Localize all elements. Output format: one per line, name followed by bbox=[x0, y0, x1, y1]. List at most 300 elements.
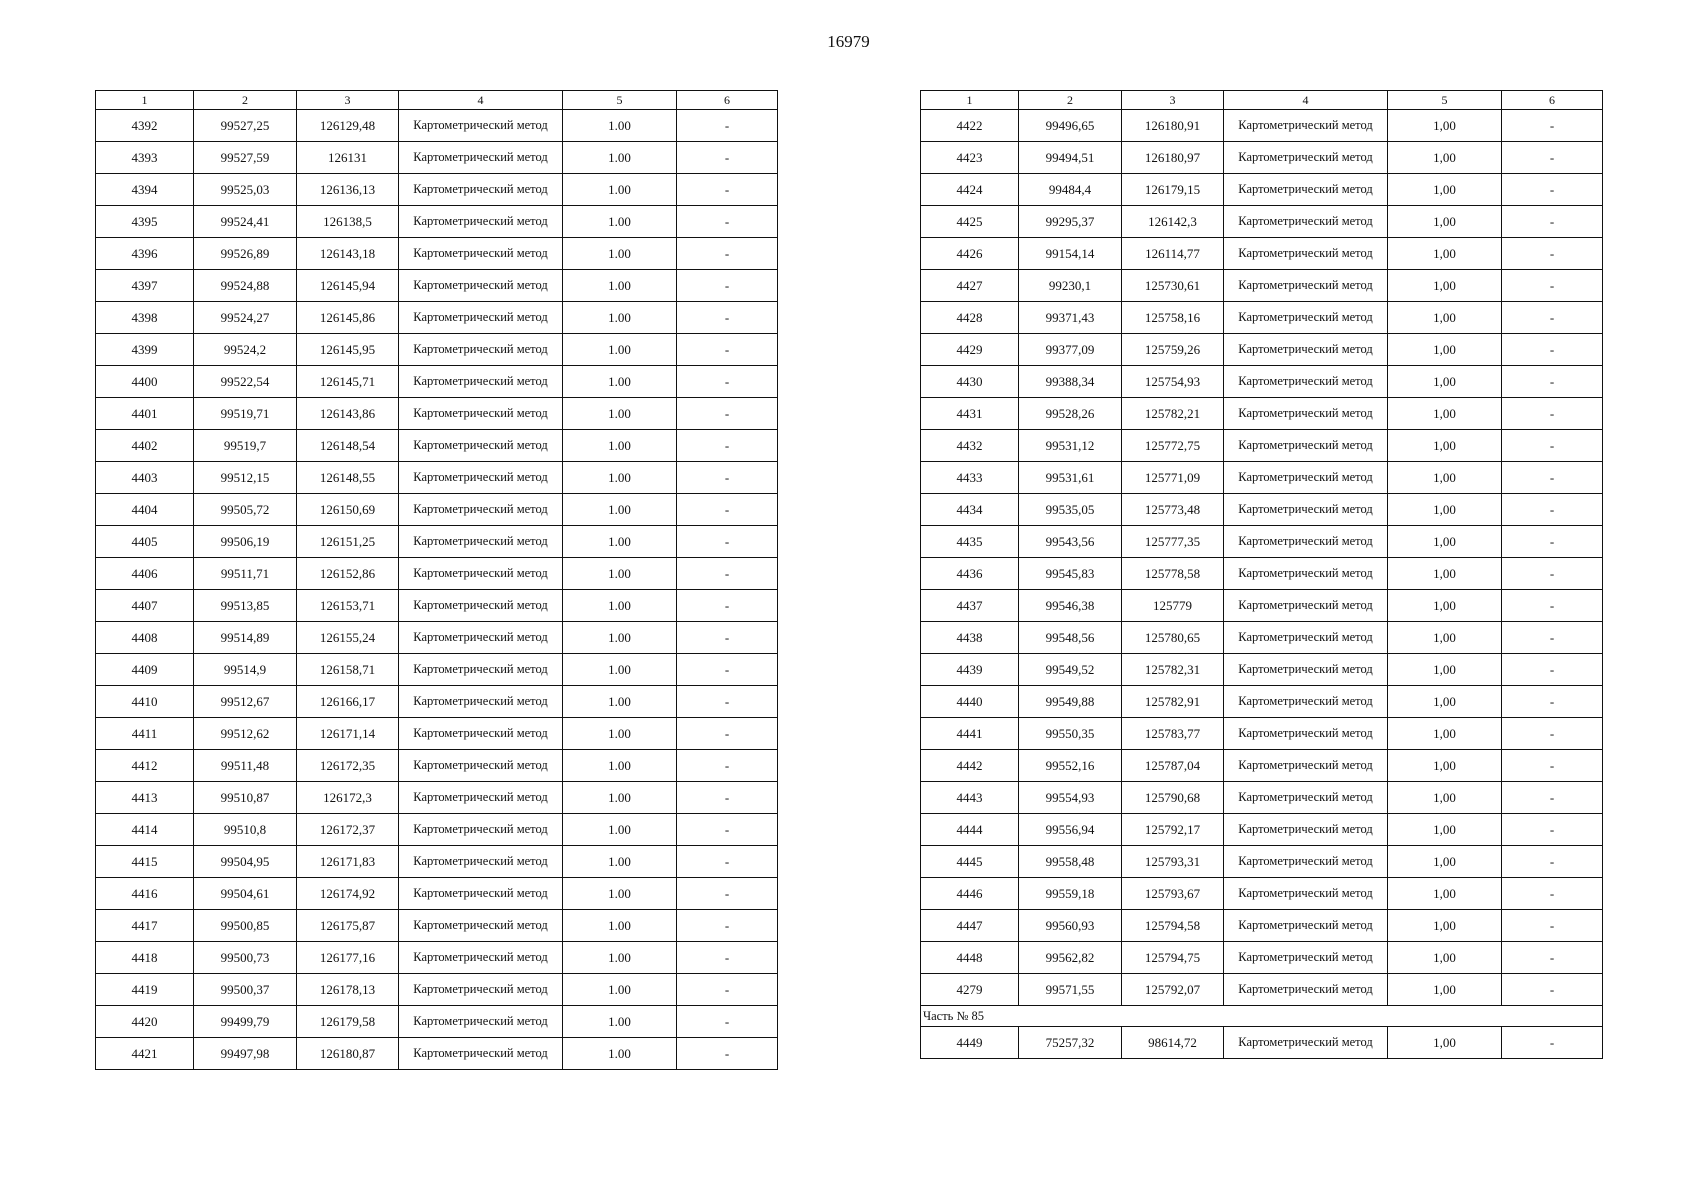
column-header: 3 bbox=[297, 91, 399, 110]
y-coordinate-cell: 126178,13 bbox=[297, 974, 399, 1006]
method-cell: Картометрический метод bbox=[1224, 910, 1388, 942]
accuracy-cell: 1.00 bbox=[563, 174, 677, 206]
table-row bbox=[96, 110, 778, 142]
note-cell: - bbox=[1502, 142, 1603, 174]
method-cell: Картометрический метод bbox=[1224, 750, 1388, 782]
method-cell: Картометрический метод bbox=[399, 686, 563, 718]
x-coordinate-cell: 99154,14 bbox=[1019, 238, 1122, 270]
method-cell: Картометрический метод bbox=[1224, 878, 1388, 910]
note-cell: - bbox=[677, 110, 778, 142]
method-cell: Картометрический метод bbox=[399, 814, 563, 846]
y-coordinate-cell: 98614,72 bbox=[1122, 1027, 1224, 1059]
method-cell: Картометрический метод bbox=[1224, 590, 1388, 622]
accuracy-cell: 1,00 bbox=[1388, 142, 1502, 174]
method-cell: Картометрический метод bbox=[399, 238, 563, 270]
x-coordinate-cell: 99519,71 bbox=[194, 398, 297, 430]
x-coordinate-cell: 99500,73 bbox=[194, 942, 297, 974]
x-coordinate-cell: 99527,59 bbox=[194, 142, 297, 174]
table-row bbox=[96, 718, 778, 750]
accuracy-cell: 1,00 bbox=[1388, 206, 1502, 238]
point-number-cell: 4428 bbox=[921, 302, 1019, 334]
column-header: 2 bbox=[194, 91, 297, 110]
table-row bbox=[921, 270, 1603, 302]
accuracy-cell: 1.00 bbox=[563, 782, 677, 814]
accuracy-cell: 1,00 bbox=[1388, 942, 1502, 974]
note-cell: - bbox=[1502, 398, 1603, 430]
point-number-cell: 4408 bbox=[96, 622, 194, 654]
point-number-cell: 4429 bbox=[921, 334, 1019, 366]
accuracy-cell: 1,00 bbox=[1388, 366, 1502, 398]
table-row bbox=[96, 526, 778, 558]
point-number-cell: 4447 bbox=[921, 910, 1019, 942]
method-cell: Картометрический метод bbox=[399, 174, 563, 206]
y-coordinate-cell: 126145,95 bbox=[297, 334, 399, 366]
method-cell: Картометрический метод bbox=[1224, 110, 1388, 142]
y-coordinate-cell: 125754,93 bbox=[1122, 366, 1224, 398]
right-table-body bbox=[921, 110, 1603, 1006]
table-header-row bbox=[921, 91, 1603, 110]
x-coordinate-cell: 99546,38 bbox=[1019, 590, 1122, 622]
method-cell: Картометрический метод bbox=[399, 590, 563, 622]
accuracy-cell: 1.00 bbox=[563, 1006, 677, 1038]
x-coordinate-cell: 99559,18 bbox=[1019, 878, 1122, 910]
note-cell: - bbox=[677, 526, 778, 558]
x-coordinate-cell: 99531,61 bbox=[1019, 462, 1122, 494]
y-coordinate-cell: 125782,91 bbox=[1122, 686, 1224, 718]
accuracy-cell: 1,00 bbox=[1388, 910, 1502, 942]
y-coordinate-cell: 126158,71 bbox=[297, 654, 399, 686]
table-row bbox=[921, 142, 1603, 174]
point-number-cell: 4417 bbox=[96, 910, 194, 942]
table-row bbox=[96, 558, 778, 590]
x-coordinate-cell: 99519,7 bbox=[194, 430, 297, 462]
table-row bbox=[921, 686, 1603, 718]
method-cell: Картометрический метод bbox=[399, 910, 563, 942]
x-coordinate-cell: 99500,85 bbox=[194, 910, 297, 942]
x-coordinate-cell: 99526,89 bbox=[194, 238, 297, 270]
table-row bbox=[921, 942, 1603, 974]
table-row bbox=[96, 910, 778, 942]
x-coordinate-cell: 99496,65 bbox=[1019, 110, 1122, 142]
accuracy-cell: 1,00 bbox=[1388, 654, 1502, 686]
y-coordinate-cell: 125771,09 bbox=[1122, 462, 1224, 494]
x-coordinate-cell: 99556,94 bbox=[1019, 814, 1122, 846]
x-coordinate-cell: 99494,51 bbox=[1019, 142, 1122, 174]
coordinates-table-right bbox=[920, 90, 1603, 1059]
note-cell: - bbox=[677, 462, 778, 494]
accuracy-cell: 1,00 bbox=[1388, 718, 1502, 750]
column-header: 4 bbox=[1224, 91, 1388, 110]
x-coordinate-cell: 75257,32 bbox=[1019, 1027, 1122, 1059]
point-number-cell: 4422 bbox=[921, 110, 1019, 142]
table-row bbox=[921, 494, 1603, 526]
method-cell: Картометрический метод bbox=[399, 750, 563, 782]
point-number-cell: 4449 bbox=[921, 1027, 1019, 1059]
accuracy-cell: 1,00 bbox=[1388, 558, 1502, 590]
x-coordinate-cell: 99549,52 bbox=[1019, 654, 1122, 686]
table-row bbox=[921, 782, 1603, 814]
x-coordinate-cell: 99230,1 bbox=[1019, 270, 1122, 302]
note-cell: - bbox=[677, 206, 778, 238]
accuracy-cell: 1.00 bbox=[563, 110, 677, 142]
y-coordinate-cell: 126180,87 bbox=[297, 1038, 399, 1070]
y-coordinate-cell: 125783,77 bbox=[1122, 718, 1224, 750]
accuracy-cell: 1.00 bbox=[563, 366, 677, 398]
point-number-cell: 4421 bbox=[96, 1038, 194, 1070]
y-coordinate-cell: 126172,35 bbox=[297, 750, 399, 782]
note-cell: - bbox=[1502, 238, 1603, 270]
accuracy-cell: 1,00 bbox=[1388, 622, 1502, 654]
note-cell: - bbox=[1502, 622, 1603, 654]
note-cell: - bbox=[677, 1038, 778, 1070]
accuracy-cell: 1.00 bbox=[563, 462, 677, 494]
accuracy-cell: 1,00 bbox=[1388, 238, 1502, 270]
y-coordinate-cell: 126171,14 bbox=[297, 718, 399, 750]
point-number-cell: 4437 bbox=[921, 590, 1019, 622]
x-coordinate-cell: 99524,27 bbox=[194, 302, 297, 334]
accuracy-cell: 1,00 bbox=[1388, 782, 1502, 814]
point-number-cell: 4438 bbox=[921, 622, 1019, 654]
accuracy-cell: 1.00 bbox=[563, 974, 677, 1006]
x-coordinate-cell: 99484,4 bbox=[1019, 174, 1122, 206]
method-cell: Картометрический метод bbox=[399, 782, 563, 814]
x-coordinate-cell: 99499,79 bbox=[194, 1006, 297, 1038]
accuracy-cell: 1.00 bbox=[563, 942, 677, 974]
y-coordinate-cell: 126138,5 bbox=[297, 206, 399, 238]
y-coordinate-cell: 126153,71 bbox=[297, 590, 399, 622]
table-row bbox=[921, 558, 1603, 590]
note-cell: - bbox=[1502, 718, 1603, 750]
point-number-cell: 4411 bbox=[96, 718, 194, 750]
x-coordinate-cell: 99535,05 bbox=[1019, 494, 1122, 526]
note-cell: - bbox=[677, 238, 778, 270]
point-number-cell: 4416 bbox=[96, 878, 194, 910]
note-cell: - bbox=[1502, 270, 1603, 302]
column-header: 6 bbox=[677, 91, 778, 110]
method-cell: Картометрический метод bbox=[399, 462, 563, 494]
y-coordinate-cell: 125792,17 bbox=[1122, 814, 1224, 846]
method-cell: Картометрический метод bbox=[1224, 814, 1388, 846]
point-number-cell: 4419 bbox=[96, 974, 194, 1006]
table-row bbox=[921, 622, 1603, 654]
table-row bbox=[96, 878, 778, 910]
point-number-cell: 4396 bbox=[96, 238, 194, 270]
accuracy-cell: 1.00 bbox=[563, 910, 677, 942]
x-coordinate-cell: 99531,12 bbox=[1019, 430, 1122, 462]
accuracy-cell: 1.00 bbox=[563, 622, 677, 654]
y-coordinate-cell: 126175,87 bbox=[297, 910, 399, 942]
point-number-cell: 4424 bbox=[921, 174, 1019, 206]
table-row bbox=[96, 846, 778, 878]
table-row bbox=[96, 782, 778, 814]
note-cell: - bbox=[677, 142, 778, 174]
method-cell: Картометрический метод bbox=[1224, 846, 1388, 878]
x-coordinate-cell: 99524,88 bbox=[194, 270, 297, 302]
point-number-cell: 4410 bbox=[96, 686, 194, 718]
y-coordinate-cell: 126152,86 bbox=[297, 558, 399, 590]
x-coordinate-cell: 99524,41 bbox=[194, 206, 297, 238]
note-cell: - bbox=[677, 174, 778, 206]
method-cell: Картометрический метод bbox=[399, 206, 563, 238]
method-cell: Картометрический метод bbox=[399, 1038, 563, 1070]
point-number-cell: 4415 bbox=[96, 846, 194, 878]
table-row bbox=[921, 238, 1603, 270]
point-number-cell: 4414 bbox=[96, 814, 194, 846]
y-coordinate-cell: 126172,3 bbox=[297, 782, 399, 814]
method-cell: Картометрический метод bbox=[1224, 718, 1388, 750]
table-row bbox=[96, 590, 778, 622]
point-number-cell: 4392 bbox=[96, 110, 194, 142]
method-cell: Картометрический метод bbox=[399, 270, 563, 302]
x-coordinate-cell: 99554,93 bbox=[1019, 782, 1122, 814]
point-number-cell: 4407 bbox=[96, 590, 194, 622]
note-cell: - bbox=[1502, 430, 1603, 462]
point-number-cell: 4395 bbox=[96, 206, 194, 238]
point-number-cell: 4413 bbox=[96, 782, 194, 814]
y-coordinate-cell: 125730,61 bbox=[1122, 270, 1224, 302]
x-coordinate-cell: 99525,03 bbox=[194, 174, 297, 206]
point-number-cell: 4418 bbox=[96, 942, 194, 974]
y-coordinate-cell: 126155,24 bbox=[297, 622, 399, 654]
accuracy-cell: 1,00 bbox=[1388, 1027, 1502, 1059]
note-cell: - bbox=[1502, 366, 1603, 398]
accuracy-cell: 1,00 bbox=[1388, 174, 1502, 206]
right-after-section-body bbox=[921, 1027, 1603, 1059]
y-coordinate-cell: 126148,55 bbox=[297, 462, 399, 494]
point-number-cell: 4403 bbox=[96, 462, 194, 494]
column-header: 1 bbox=[921, 91, 1019, 110]
table-row bbox=[96, 334, 778, 366]
note-cell: - bbox=[1502, 814, 1603, 846]
y-coordinate-cell: 126174,92 bbox=[297, 878, 399, 910]
accuracy-cell: 1.00 bbox=[563, 142, 677, 174]
note-cell: - bbox=[677, 910, 778, 942]
table-row bbox=[921, 974, 1603, 1006]
x-coordinate-cell: 99552,16 bbox=[1019, 750, 1122, 782]
table-row bbox=[921, 302, 1603, 334]
accuracy-cell: 1.00 bbox=[563, 814, 677, 846]
point-number-cell: 4443 bbox=[921, 782, 1019, 814]
table-row bbox=[921, 878, 1603, 910]
method-cell: Картометрический метод bbox=[399, 334, 563, 366]
y-coordinate-cell: 126180,91 bbox=[1122, 110, 1224, 142]
accuracy-cell: 1,00 bbox=[1388, 974, 1502, 1006]
point-number-cell: 4394 bbox=[96, 174, 194, 206]
point-number-cell: 4420 bbox=[96, 1006, 194, 1038]
note-cell: - bbox=[677, 398, 778, 430]
table-row bbox=[96, 366, 778, 398]
point-number-cell: 4397 bbox=[96, 270, 194, 302]
y-coordinate-cell: 126145,94 bbox=[297, 270, 399, 302]
table-row bbox=[921, 366, 1603, 398]
x-coordinate-cell: 99522,54 bbox=[194, 366, 297, 398]
point-number-cell: 4433 bbox=[921, 462, 1019, 494]
method-cell: Картометрический метод bbox=[1224, 174, 1388, 206]
accuracy-cell: 1.00 bbox=[563, 558, 677, 590]
accuracy-cell: 1,00 bbox=[1388, 814, 1502, 846]
method-cell: Картометрический метод bbox=[399, 110, 563, 142]
note-cell: - bbox=[1502, 302, 1603, 334]
table-row bbox=[96, 398, 778, 430]
accuracy-cell: 1.00 bbox=[563, 1038, 677, 1070]
table-row bbox=[921, 334, 1603, 366]
accuracy-cell: 1,00 bbox=[1388, 398, 1502, 430]
x-coordinate-cell: 99512,62 bbox=[194, 718, 297, 750]
x-coordinate-cell: 99500,37 bbox=[194, 974, 297, 1006]
accuracy-cell: 1.00 bbox=[563, 878, 677, 910]
y-coordinate-cell: 126143,18 bbox=[297, 238, 399, 270]
note-cell: - bbox=[1502, 1027, 1603, 1059]
y-coordinate-cell: 125779 bbox=[1122, 590, 1224, 622]
table-row bbox=[921, 750, 1603, 782]
point-number-cell: 4436 bbox=[921, 558, 1019, 590]
note-cell: - bbox=[1502, 590, 1603, 622]
method-cell: Картометрический метод bbox=[399, 846, 563, 878]
y-coordinate-cell: 125773,48 bbox=[1122, 494, 1224, 526]
table-row bbox=[921, 1027, 1603, 1059]
accuracy-cell: 1,00 bbox=[1388, 270, 1502, 302]
note-cell: - bbox=[677, 334, 778, 366]
table-row bbox=[96, 686, 778, 718]
point-number-cell: 4426 bbox=[921, 238, 1019, 270]
y-coordinate-cell: 126114,77 bbox=[1122, 238, 1224, 270]
y-coordinate-cell: 125792,07 bbox=[1122, 974, 1224, 1006]
note-cell: - bbox=[677, 366, 778, 398]
note-cell: - bbox=[1502, 910, 1603, 942]
accuracy-cell: 1.00 bbox=[563, 238, 677, 270]
y-coordinate-cell: 125780,65 bbox=[1122, 622, 1224, 654]
x-coordinate-cell: 99549,88 bbox=[1019, 686, 1122, 718]
x-coordinate-cell: 99371,43 bbox=[1019, 302, 1122, 334]
table-header-row bbox=[96, 91, 778, 110]
y-coordinate-cell: 125794,58 bbox=[1122, 910, 1224, 942]
x-coordinate-cell: 99524,2 bbox=[194, 334, 297, 366]
y-coordinate-cell: 126145,71 bbox=[297, 366, 399, 398]
point-number-cell: 4406 bbox=[96, 558, 194, 590]
table-row bbox=[96, 1038, 778, 1070]
method-cell: Картометрический метод bbox=[399, 622, 563, 654]
y-coordinate-cell: 126142,3 bbox=[1122, 206, 1224, 238]
method-cell: Картометрический метод bbox=[399, 974, 563, 1006]
method-cell: Картометрический метод bbox=[1224, 366, 1388, 398]
method-cell: Картометрический метод bbox=[399, 142, 563, 174]
x-coordinate-cell: 99560,93 bbox=[1019, 910, 1122, 942]
note-cell: - bbox=[1502, 558, 1603, 590]
table-row bbox=[96, 1006, 778, 1038]
y-coordinate-cell: 125790,68 bbox=[1122, 782, 1224, 814]
table-row bbox=[96, 238, 778, 270]
y-coordinate-cell: 126136,13 bbox=[297, 174, 399, 206]
table-row bbox=[921, 462, 1603, 494]
point-number-cell: 4279 bbox=[921, 974, 1019, 1006]
point-number-cell: 4448 bbox=[921, 942, 1019, 974]
method-cell: Картометрический метод bbox=[1224, 142, 1388, 174]
y-coordinate-cell: 125793,67 bbox=[1122, 878, 1224, 910]
column-header: 3 bbox=[1122, 91, 1224, 110]
table-row bbox=[96, 814, 778, 846]
table-row bbox=[921, 526, 1603, 558]
note-cell: - bbox=[677, 1006, 778, 1038]
table-row bbox=[96, 430, 778, 462]
method-cell: Картометрический метод bbox=[1224, 782, 1388, 814]
method-cell: Картометрический метод bbox=[399, 366, 563, 398]
note-cell: - bbox=[1502, 334, 1603, 366]
method-cell: Картометрический метод bbox=[399, 718, 563, 750]
x-coordinate-cell: 99512,67 bbox=[194, 686, 297, 718]
accuracy-cell: 1,00 bbox=[1388, 846, 1502, 878]
point-number-cell: 4442 bbox=[921, 750, 1019, 782]
note-cell: - bbox=[677, 846, 778, 878]
method-cell: Картометрический метод bbox=[399, 398, 563, 430]
note-cell: - bbox=[677, 622, 778, 654]
note-cell: - bbox=[677, 494, 778, 526]
table-row bbox=[921, 654, 1603, 686]
y-coordinate-cell: 125782,31 bbox=[1122, 654, 1224, 686]
y-coordinate-cell: 125758,16 bbox=[1122, 302, 1224, 334]
table-row bbox=[96, 206, 778, 238]
x-coordinate-cell: 99550,35 bbox=[1019, 718, 1122, 750]
x-coordinate-cell: 99528,26 bbox=[1019, 398, 1122, 430]
point-number-cell: 4400 bbox=[96, 366, 194, 398]
y-coordinate-cell: 125772,75 bbox=[1122, 430, 1224, 462]
x-coordinate-cell: 99558,48 bbox=[1019, 846, 1122, 878]
note-cell: - bbox=[677, 590, 778, 622]
note-cell: - bbox=[1502, 110, 1603, 142]
x-coordinate-cell: 99511,48 bbox=[194, 750, 297, 782]
x-coordinate-cell: 99504,61 bbox=[194, 878, 297, 910]
x-coordinate-cell: 99388,34 bbox=[1019, 366, 1122, 398]
method-cell: Картометрический метод bbox=[399, 558, 563, 590]
column-header: 1 bbox=[96, 91, 194, 110]
note-cell: - bbox=[677, 814, 778, 846]
column-header: 6 bbox=[1502, 91, 1603, 110]
column-header: 4 bbox=[399, 91, 563, 110]
point-number-cell: 4431 bbox=[921, 398, 1019, 430]
x-coordinate-cell: 99543,56 bbox=[1019, 526, 1122, 558]
column-header: 5 bbox=[563, 91, 677, 110]
x-coordinate-cell: 99506,19 bbox=[194, 526, 297, 558]
note-cell: - bbox=[1502, 174, 1603, 206]
point-number-cell: 4401 bbox=[96, 398, 194, 430]
accuracy-cell: 1,00 bbox=[1388, 302, 1502, 334]
y-coordinate-cell: 126145,86 bbox=[297, 302, 399, 334]
method-cell: Картометрический метод bbox=[1224, 622, 1388, 654]
point-number-cell: 4432 bbox=[921, 430, 1019, 462]
y-coordinate-cell: 125778,58 bbox=[1122, 558, 1224, 590]
method-cell: Картометрический метод bbox=[399, 942, 563, 974]
method-cell: Картометрический метод bbox=[1224, 942, 1388, 974]
method-cell: Картометрический метод bbox=[399, 526, 563, 558]
accuracy-cell: 1,00 bbox=[1388, 750, 1502, 782]
table-row bbox=[921, 110, 1603, 142]
note-cell: - bbox=[1502, 878, 1603, 910]
accuracy-cell: 1,00 bbox=[1388, 430, 1502, 462]
y-coordinate-cell: 126150,69 bbox=[297, 494, 399, 526]
point-number-cell: 4435 bbox=[921, 526, 1019, 558]
point-number-cell: 4404 bbox=[96, 494, 194, 526]
table-row bbox=[921, 814, 1603, 846]
note-cell: - bbox=[1502, 846, 1603, 878]
x-coordinate-cell: 99505,72 bbox=[194, 494, 297, 526]
point-number-cell: 4446 bbox=[921, 878, 1019, 910]
note-cell: - bbox=[1502, 974, 1603, 1006]
note-cell: - bbox=[1502, 654, 1603, 686]
point-number-cell: 4399 bbox=[96, 334, 194, 366]
table-row bbox=[921, 206, 1603, 238]
point-number-cell: 4441 bbox=[921, 718, 1019, 750]
table-row bbox=[921, 430, 1603, 462]
method-cell: Картометрический метод bbox=[399, 878, 563, 910]
